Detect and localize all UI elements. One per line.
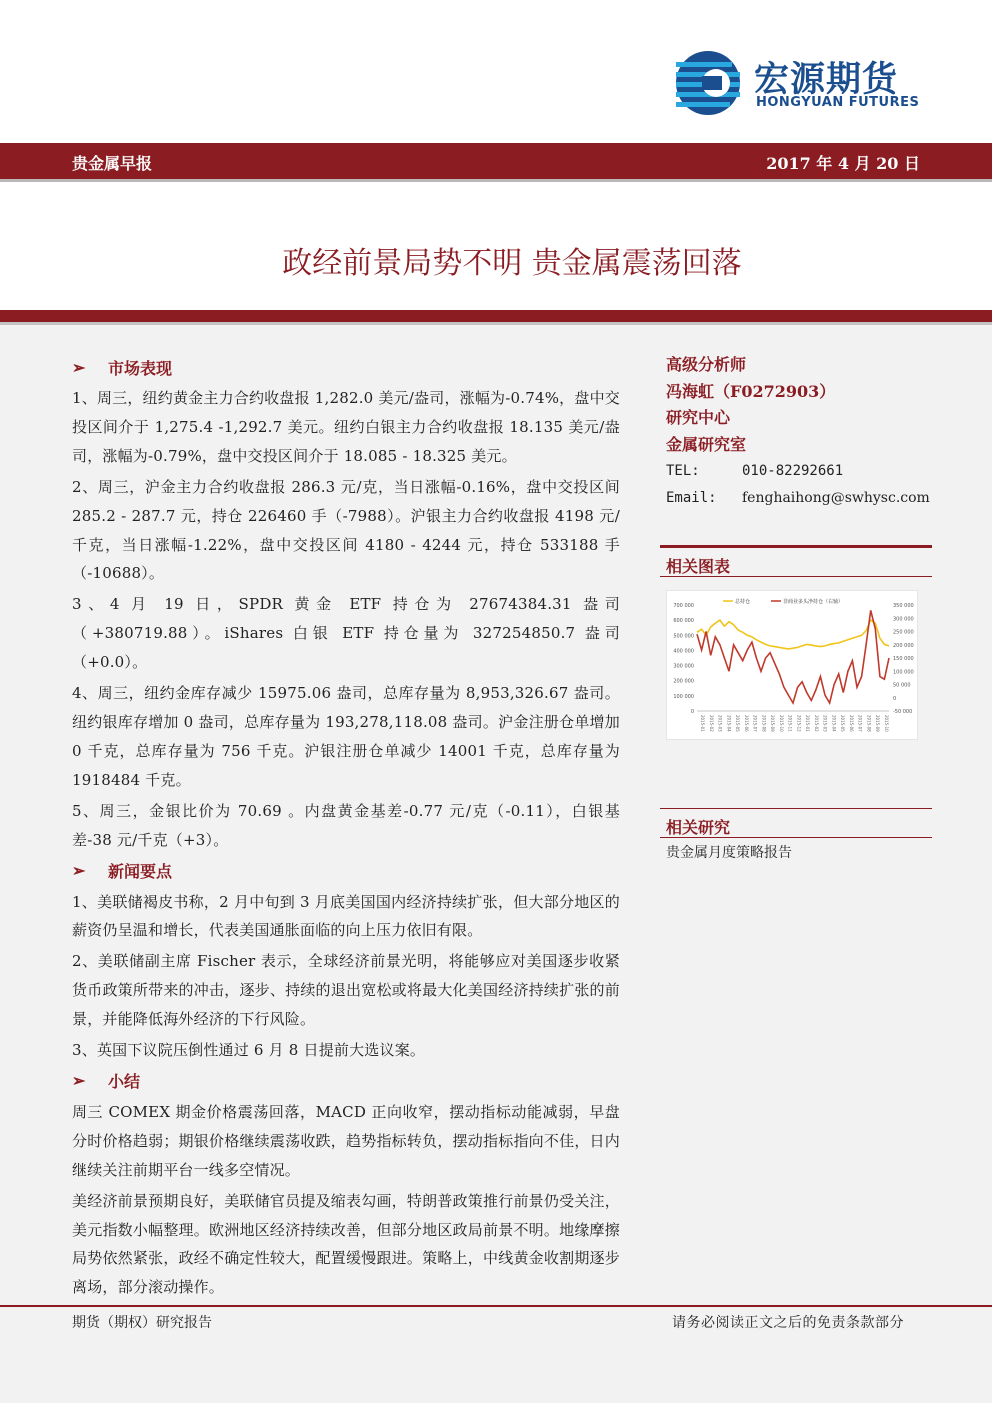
company-logo xyxy=(672,48,922,118)
related-chart-section xyxy=(660,545,932,577)
x-tick-label: 2015-03 xyxy=(822,715,828,732)
y-left-tick-label: 0 xyxy=(690,709,694,715)
related-research-item[interactable]: 贵金属月度策略报告 xyxy=(666,845,792,861)
analyst-email: Email: fenghaihong@swhysc.com xyxy=(666,485,932,512)
y-right-tick-label: 50 000 xyxy=(893,682,911,689)
legend-label-1: 总持仓 xyxy=(735,599,751,605)
y-left-tick-label: 500 000 xyxy=(673,633,694,640)
y-right-tick-label: 300 000 xyxy=(893,616,914,623)
legend-label-2: 非商业多头净持仓（右轴） xyxy=(783,599,844,605)
x-tick-label: 2015-10 xyxy=(778,715,784,732)
report-body xyxy=(72,352,620,1302)
x-tick-label: 2015-07 xyxy=(857,715,863,732)
paragraph: 3、英国下议院压倒性通过 6 月 8 日提前大选议案。 xyxy=(72,1041,426,1060)
y-right-tick-label: -50 000 xyxy=(893,709,913,715)
arrow-bullet-icon: ➢ xyxy=(72,357,86,377)
section-heading-news: ➢ 新闻要点 xyxy=(72,861,173,881)
related-research-section xyxy=(660,808,932,838)
y-left-tick-label: 200 000 xyxy=(673,678,694,685)
logo-name-en: HONGYUAN FUTURES xyxy=(756,95,920,110)
title-divider xyxy=(0,310,992,322)
paragraph: 5、周三，金银比价为 70.69 。内盘黄金基差-0.77 元/克（-0.11），白银基差-38 元/千克（+3）。 xyxy=(72,801,620,849)
paragraph: 3、4 月 19 日，SPDR 黄金 ETF 持仓为 27674384.31 盎司（+380719.88）。iShares 白银 ETF 持仓量为 327254850.7 盎司（+0.0）。 xyxy=(72,595,620,672)
related-research-heading: 相关研究 xyxy=(666,818,731,837)
report-title: 政经前景局势不明 贵金属震荡回落 xyxy=(282,246,742,281)
paragraph: 1、周三，纽约黄金主力合约收盘报 1,282.0 美元/盎司，涨幅为-0.74%，盘中交投区间介于 1,275.4 -1,292.7 美元。纽约白银主力合约收盘报 18.135 美元/盎司，涨幅为-0.79%，盘中交投区间介于 18.085 - 18.325 美元。 xyxy=(72,389,620,465)
x-tick-label: 2015-06 xyxy=(743,715,749,732)
analyst-office: 金属研究室 xyxy=(666,434,747,454)
paragraph: 1、美联储褐皮书称，2 月中旬到 3 月底美国国内经济持续扩张，但大部分地区的薪资仍呈温和增长，代表美国通胀面临的向上压力依旧有限。 xyxy=(72,892,620,940)
y-right-tick-label: 200 000 xyxy=(893,642,914,649)
banner-divider xyxy=(0,179,992,182)
arrow-bullet-icon: ➢ xyxy=(72,1071,86,1091)
y-right-tick-label: 350 000 xyxy=(893,603,914,609)
x-tick-label: 2015-11 xyxy=(787,715,793,732)
paragraph: 2、美联储副主席 Fischer 表示，全球经济前景光明，将能够应对美国逐步收紧货币政策所带来的冲击，逐步、持续的退出宽松或将最大化美国经济持续扩张的前景，并能降低海外经济的下行风险。 xyxy=(72,952,620,1029)
x-tick-label: 2015-08 xyxy=(761,715,767,732)
x-tick-label: 2015-03 xyxy=(717,715,723,732)
footer-left: 期货（期权）研究报告 xyxy=(72,1315,212,1331)
series-line-1 xyxy=(697,620,889,649)
analyst-title: 高级分析师 xyxy=(666,355,747,374)
x-tick-label: 2015-08 xyxy=(866,715,872,732)
y-left-tick-label: 300 000 xyxy=(673,663,694,670)
footer-divider xyxy=(0,1305,992,1307)
chart-svg xyxy=(667,591,917,739)
x-tick-label: 2015-01 xyxy=(805,715,811,732)
analyst-dept: 研究中心 xyxy=(666,408,731,427)
x-tick-label: 2015-04 xyxy=(831,715,837,732)
y-right-tick-label: 100 000 xyxy=(893,669,914,676)
x-tick-label: 2015-05 xyxy=(840,715,846,732)
x-tick-label: 2015-12 xyxy=(796,715,802,732)
x-tick-label: 2015-02 xyxy=(813,715,819,732)
x-tick-label: 2015-09 xyxy=(875,715,881,732)
y-left-tick-label: 600 000 xyxy=(673,618,694,625)
footer-disclaimer: 请务必阅读正文之后的免责条款部分 xyxy=(672,1315,904,1331)
x-tick-label: 2015-05 xyxy=(735,715,741,732)
y-left-tick-label: 400 000 xyxy=(673,648,694,655)
email-link[interactable]: fenghaihong@swhysc.com xyxy=(742,489,930,506)
analyst-tel: TEL: 010-82292661 xyxy=(666,463,844,479)
paragraph: 周三 COMEX 期金价格震荡回落，MACD 正向收窄，摆动指标动能减弱，早盘分时价格趋弱；期银价格继续震荡收跌，趋势指标转负，摆动指标指向不佳，日内继续关注前期平台一线多空情况。 xyxy=(72,1102,620,1179)
paragraph: 2、周三，沪金主力合约收盘报 286.3 元/克，当日涨幅-0.16%，盘中交投区间 285.2 - 287.7 元，持仓 226460 手（-7988）。沪银主力合约收盘报 4198 元/千克，当日涨幅-1.22%，盘中交投区间 4180 - 4244 元，持仓 533188 手（-10688）。 xyxy=(72,477,620,583)
y-right-tick-label: 150 000 xyxy=(893,656,914,662)
arrow-bullet-icon: ➢ xyxy=(72,861,86,880)
hongyuan-logo-icon xyxy=(672,48,744,118)
x-tick-label: 2015-06 xyxy=(848,715,854,732)
position-chart xyxy=(666,590,918,740)
analyst-info xyxy=(666,352,932,511)
x-tick-label: 2015-07 xyxy=(752,715,758,732)
paragraph: 美经济前景预期良好，美联储官员提及缩表勾画，特朗普政策推行前景仍受关注，美元指数小幅整理。欧洲地区经济持续改善，但部分地区政局前景不明。地缘摩擦局势依然紧张，政经不确定性较大，配置缓慢跟进。策略上，中线黄金收割期逐步离场，部分滚动操作。 xyxy=(72,1191,620,1297)
x-tick-label: 2015-04 xyxy=(726,715,732,732)
x-tick-label: 2015-02 xyxy=(708,715,714,732)
y-left-tick-label: 700 000 xyxy=(673,603,694,609)
paragraph: 4、周三，纽约金库存减少 15975.06 盎司，总库存量为 8,953,326.67 盎司。纽约银库存增加 0 盎司，总库存量为 193,278,118.08 盎司。沪金注册仓单增加 0 千克，总库存量为 756 千克。沪银注册仓单减少 14001 千克，总库存量为 1918484 千克。 xyxy=(72,684,620,789)
section-heading-market: ➢ 市场表现 xyxy=(72,357,173,378)
report-category: 贵金属早报 xyxy=(72,154,153,173)
y-left-tick-label: 100 000 xyxy=(673,693,694,700)
x-tick-label: 2015-09 xyxy=(770,715,776,732)
x-tick-label: 2015-01 xyxy=(700,715,705,732)
title-divider-line xyxy=(0,322,992,325)
y-right-tick-label: 250 000 xyxy=(893,629,914,636)
analyst-name: 冯海虹（F0272903） xyxy=(666,381,836,401)
x-tick-label: 2015-10 xyxy=(884,715,889,732)
related-chart-heading: 相关图表 xyxy=(666,557,731,576)
y-right-tick-label: 0 xyxy=(893,695,897,702)
report-date: 2017 年 4 月 20 日 xyxy=(766,154,920,173)
section-heading-summary: ➢ 小结 xyxy=(72,1071,141,1092)
logo-name-cn: 宏源期货 xyxy=(754,60,899,100)
